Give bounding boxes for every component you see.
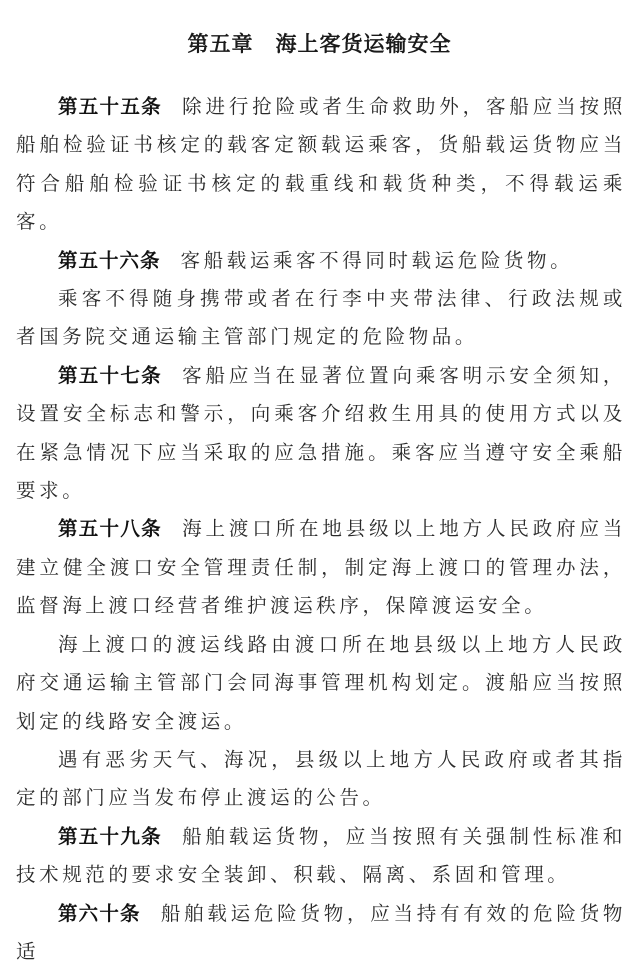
article-paragraph bbox=[16, 818, 626, 895]
article-number: 第五十七条 bbox=[58, 363, 162, 387]
clause-text: 乘客不得随身携带或者在行李中夹带法律、行政法规或者国务院交通运输主管部门规定的危险物品。 bbox=[16, 287, 626, 349]
clause-text: 海上渡口的渡运线路由渡口所在地县级以上地方人民政府交通运输主管部门会同海事管理机构划定。渡船应当按照划定的线路安全渡运。 bbox=[16, 632, 626, 733]
article-paragraph bbox=[16, 88, 626, 242]
article-paragraph bbox=[16, 357, 626, 511]
chapter-title: 海上客货运输安全 bbox=[275, 31, 452, 56]
article-text: 除进行抢险或者生命救助外，客船应当按照船舶检验证书核定的载客定额载运乘客，货船载运货物应当符合船舶检验证书核定的载重线和载货种类，不得载运乘客。 bbox=[16, 95, 626, 234]
clause-paragraph bbox=[16, 626, 626, 741]
article-number: 第六十条 bbox=[58, 901, 141, 925]
clause-paragraph bbox=[16, 741, 626, 818]
article-text: 客船载运乘客不得同时载运危险货物。 bbox=[180, 248, 574, 272]
article-paragraph bbox=[16, 510, 626, 625]
article-text: 海上渡口所在地县级以上地方人民政府应当建立健全渡口安全管理责任制，制定海上渡口的管理办法，监督海上渡口经营者维护渡运秩序，保障渡运安全。 bbox=[16, 517, 626, 618]
article-paragraph bbox=[16, 895, 626, 971]
clause-text: 遇有恶劣天气、海况，县级以上地方人民政府或者其指定的部门应当发布停止渡运的公告。 bbox=[16, 747, 626, 810]
article-number: 第五十六条 bbox=[58, 248, 161, 272]
document-body bbox=[16, 88, 626, 971]
chapter-heading bbox=[0, 28, 639, 58]
article-paragraph bbox=[16, 242, 626, 280]
chapter-number: 第五章 bbox=[187, 31, 254, 56]
clause-paragraph bbox=[16, 280, 626, 357]
article-number: 第五十八条 bbox=[58, 517, 162, 541]
article-text: 船舶载运货物，应当按照有关强制性标准和技术规范的要求安全装卸、积载、隔离、系固和管理。 bbox=[16, 824, 626, 887]
article-number: 第五十五条 bbox=[58, 95, 162, 118]
article-text: 船舶载运危险货物，应当持有有效的危险货物适 bbox=[16, 901, 626, 963]
article-number: 第五十九条 bbox=[58, 824, 162, 848]
article-text: 客船应当在显著位置向乘客明示安全须知，设置安全标志和警示，向乘客介绍救生用具的使用方式以及在紧急情况下应当采取的应急措施。乘客应当遵守安全乘船要求。 bbox=[16, 363, 626, 503]
